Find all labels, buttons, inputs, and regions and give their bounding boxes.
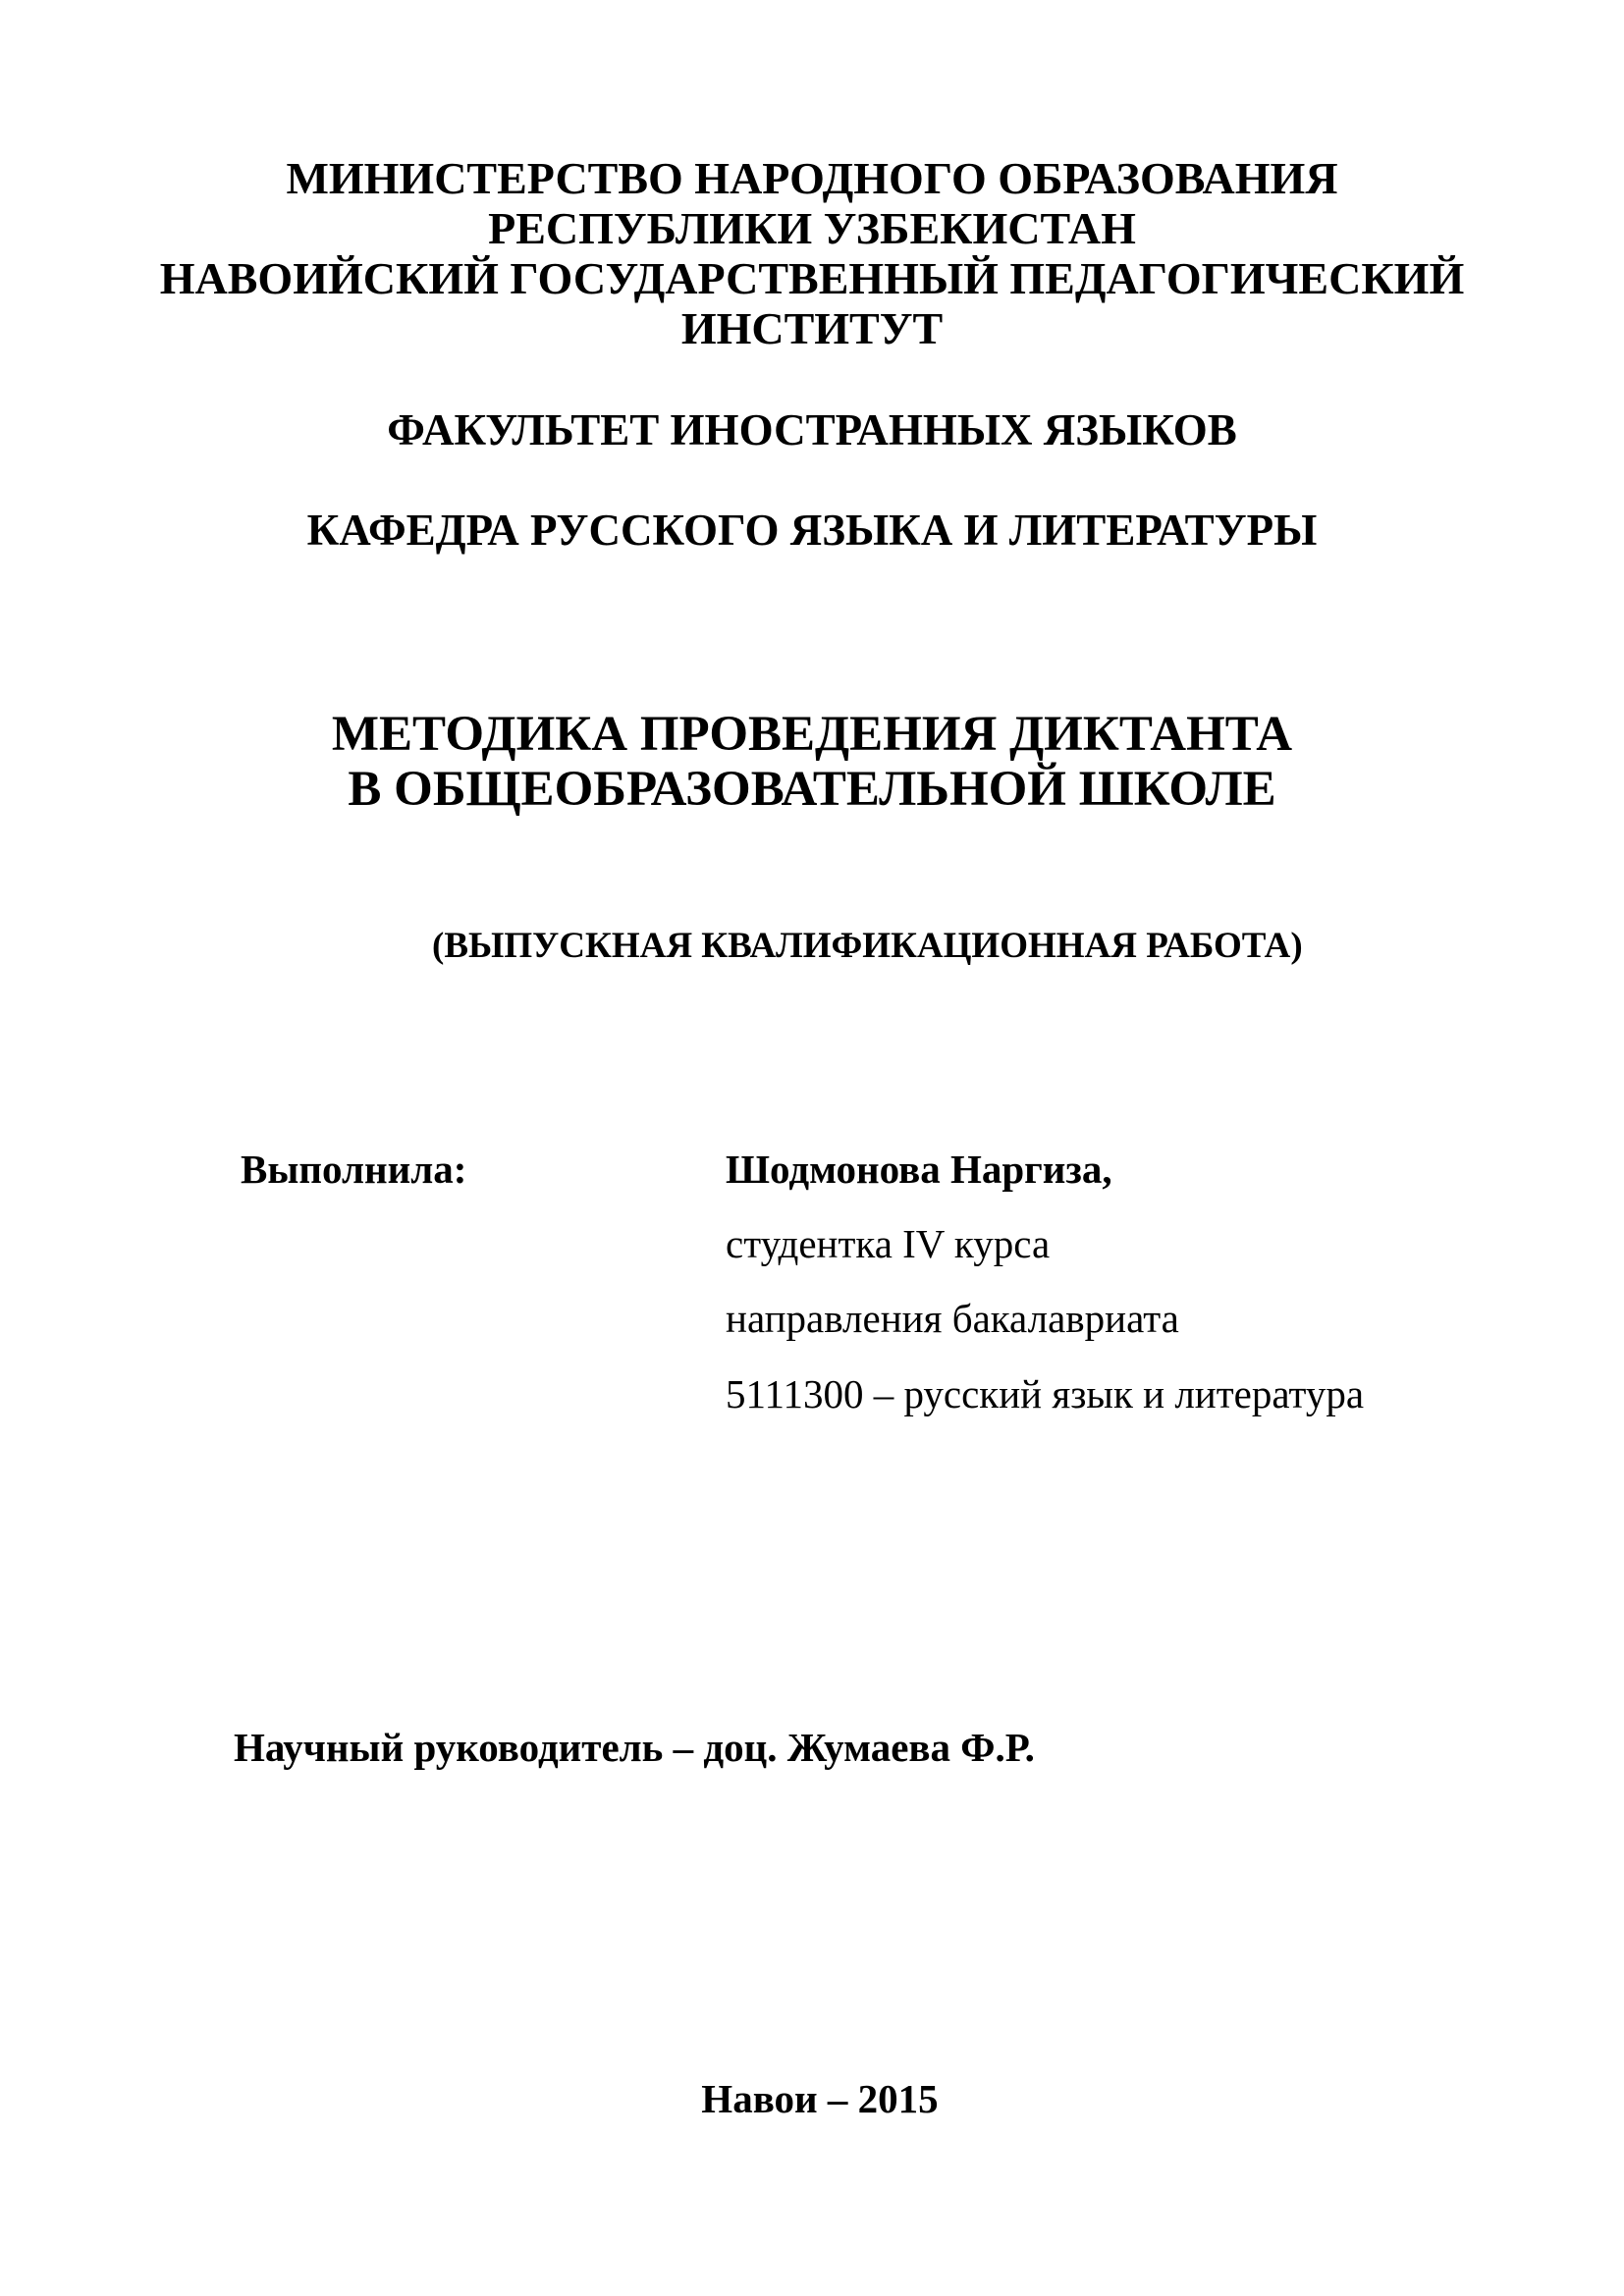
ministry-line-2: РЕСПУБЛИКИ УЗБЕКИСТАН (488, 203, 1136, 253)
supervisor: Научный руководитель – доц. Жумаева Ф.Р. (234, 1725, 1035, 1770)
student-specialty: 5111300 – русский язык и литература (726, 1371, 1365, 1416)
title-line-1: МЕТОДИКА ПРОВЕДЕНИЯ ДИКТАНТА (331, 707, 1293, 762)
document-title (0, 707, 1624, 817)
ministry-line-1: МИНИСТЕРСТВО НАРОДНОГО ОБРАЗОВАНИЯ (286, 153, 1338, 203)
institute-line-1: НАВОИЙСКИЙ ГОСУДАРСТВЕННЫЙ ПЕДАГОГИЧЕСКИЙ (159, 253, 1465, 303)
faculty-heading: ФАКУЛЬТЕТ ИНОСТРАННЫХ ЯЗЫКОВ (387, 405, 1237, 454)
title-line-2: В ОБЩЕОБРАЗОВАТЕЛЬНОЙ ШКОЛЕ (348, 762, 1276, 817)
ministry-header (0, 153, 1624, 353)
student-name: Шодмонова Наргиза, (726, 1147, 1112, 1192)
student-program: направления бакалавриата (726, 1296, 1179, 1341)
city-year: Навои – 2015 (701, 2076, 939, 2121)
department-heading: КАФЕДРА РУССКОГО ЯЗЫКА И ЛИТЕРАТУРЫ (306, 506, 1318, 555)
performed-by-label: Выполнила: (241, 1147, 467, 1192)
student-course: студентка IV курса (726, 1221, 1051, 1266)
institute-line-2: ИНСТИТУТ (680, 303, 944, 353)
work-type: (ВЫПУСКНАЯ КВАЛИФИКАЦИОННАЯ РАБОТА) (432, 926, 1303, 966)
